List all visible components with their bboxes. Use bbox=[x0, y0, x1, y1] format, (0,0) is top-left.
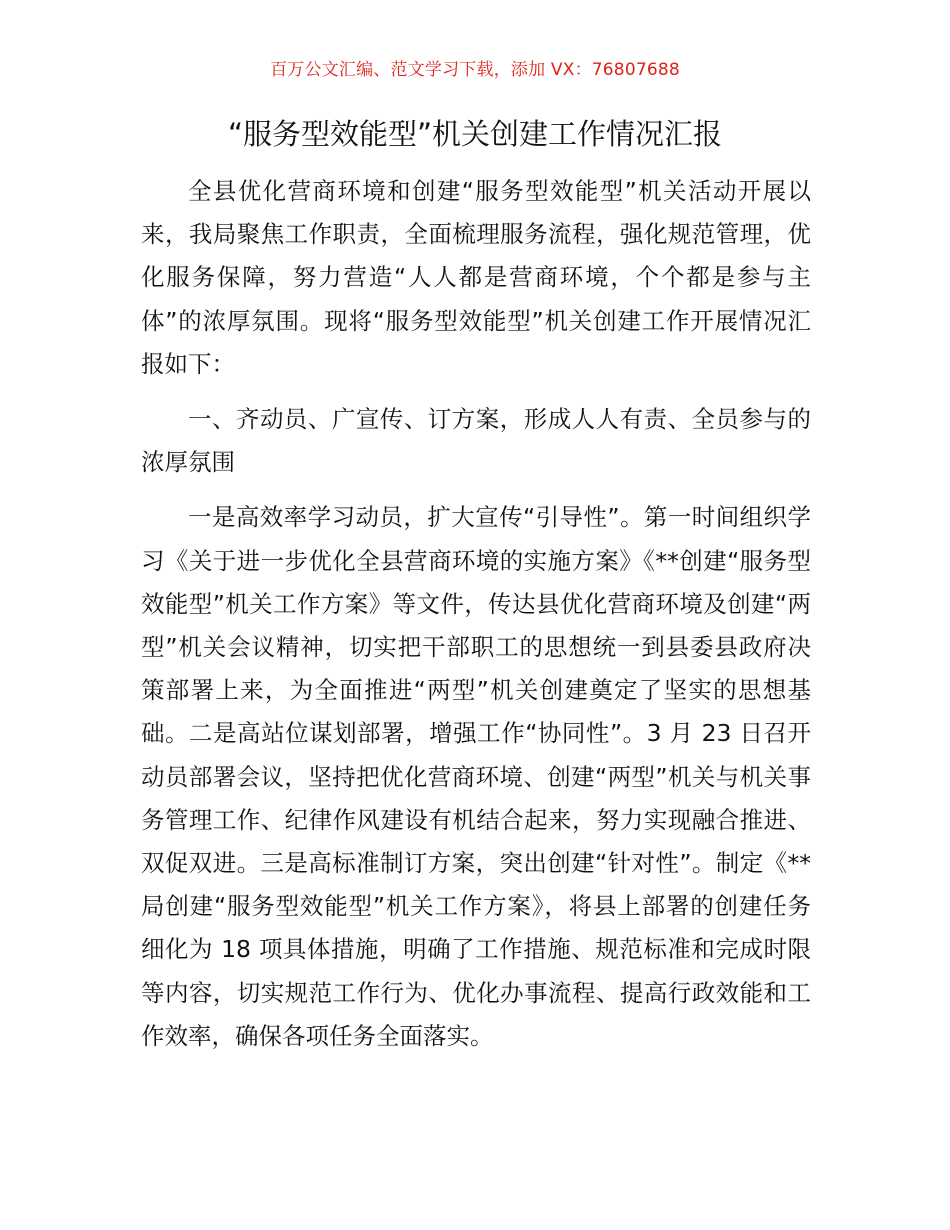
document-body bbox=[141, 170, 811, 1070]
document-title: “服务型效能型”机关创建工作情况汇报 bbox=[227, 117, 723, 151]
intro-paragraph: 全县优化营商环境和创建“服务型效能型”机关活动开展以来，我局聚焦工作职责，全面梳理服务流程，强化规范管理，优化服务保障，努力营造“人人都是营商环境，个个都是参与主体”的浓厚氛围。现将“服务型效能型”机关创建工作开展情况汇报如下： bbox=[141, 177, 811, 378]
section-paragraph: 一是高效率学习动员，扩大宣传“引导性”。第一时间组织学习《关于进一步优化全县营商环境的实施方案》《**创建“服务型效能型”机关工作方案》等文件，传达县优化营商环境及创建“两型”机关会议精神，切实把干部职工的思想统一到县委县政府决策部署上来，为全面推进“两型”机关创建奠定了坚实的思想基础。二是高站位谋划部署，增强工作“协同性”。3 月 23 日召开动员部署会议，坚持把优化营商环境、创建“两型”机关与机关事务管理工作、纪律作风建设有机结合起来，努力实现融合推进、双促双进。三是高标准制订方案，突出创建“针对性”。制定《**局创建“服务型效能型”机关工作方案》，将县上部署的创建任务细化为 18 项具体措施，明确了工作措施、规范标准和完成时限等内容，切实规范工作行为、优化办事流程、提高行政效能和工作效率，确保各项任务全面落实。 bbox=[141, 503, 811, 1050]
section-heading: 一、齐动员、广宣传、订方案，形成人人有责、全员参与的浓厚氛围 bbox=[141, 405, 811, 477]
header-watermark: 百万公文汇编、范文学习下载，添加 VX：76807688 bbox=[270, 60, 680, 80]
